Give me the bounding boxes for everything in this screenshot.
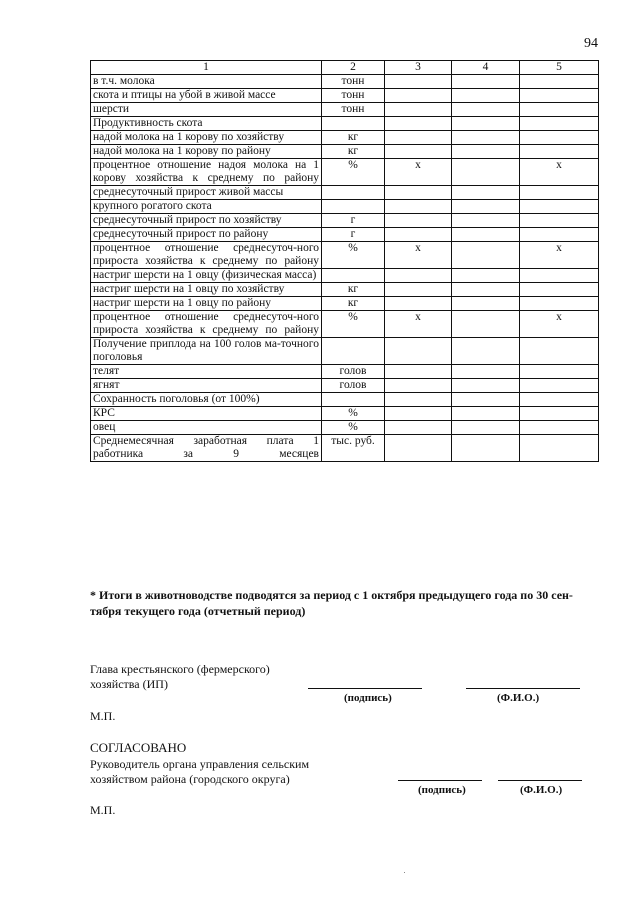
col5-cell <box>520 186 599 200</box>
unit-cell: г <box>322 228 385 242</box>
signer-title-line1: Глава крестьянского (фермерского) <box>90 662 270 676</box>
table-row <box>91 75 599 89</box>
name-caption: (Ф.И.О.) <box>497 692 540 704</box>
indicator-cell: Сохранность поголовья (от 100%) <box>91 393 322 407</box>
unit-cell: кг <box>322 131 385 145</box>
report-table <box>90 60 599 462</box>
table-row <box>91 379 599 393</box>
col5-cell <box>520 200 599 214</box>
col3-cell <box>385 407 452 421</box>
signature-line <box>398 780 482 781</box>
col3-cell: x <box>385 242 452 269</box>
col3-cell <box>385 283 452 297</box>
col5-cell <box>520 435 599 462</box>
signer-title-line2: хозяйства (ИП) <box>90 677 168 691</box>
table-header-row <box>91 61 599 75</box>
col5-cell <box>520 75 599 89</box>
col4-cell <box>452 297 520 311</box>
signature-line <box>308 688 422 689</box>
col4-cell <box>452 186 520 200</box>
col5-cell <box>520 297 599 311</box>
name-line <box>498 780 582 781</box>
col5-cell <box>520 421 599 435</box>
indicator-cell: процентное отношение среднесуточ-ного прироста хозяйства к среднему по району <box>91 311 322 338</box>
col5-cell: x <box>520 159 599 186</box>
table-row <box>91 407 599 421</box>
approved-label: СОГЛАСОВАНО <box>90 740 187 755</box>
col3-cell <box>385 131 452 145</box>
col3-cell <box>385 117 452 131</box>
indicator-cell: настриг шерсти на 1 овцу по хозяйству <box>91 283 322 297</box>
col5-cell: x <box>520 311 599 338</box>
table-row <box>91 365 599 379</box>
table-row <box>91 186 599 200</box>
indicator-cell: Получение приплода на 100 голов ма-точного поголовья <box>91 338 322 365</box>
indicator-cell: процентное отношение надоя молока на 1 корову хозяйства к среднему по району <box>91 159 322 186</box>
indicator-cell: надой молока на 1 корову по району <box>91 145 322 159</box>
indicator-cell: среднесуточный прирост по хозяйству <box>91 214 322 228</box>
col5-cell <box>520 131 599 145</box>
unit-cell <box>322 393 385 407</box>
signature-caption: (подпись) <box>344 692 392 704</box>
col3-cell <box>385 338 452 365</box>
unit-cell: кг <box>322 297 385 311</box>
table-row <box>91 89 599 103</box>
col4-cell <box>452 75 520 89</box>
col3-cell <box>385 200 452 214</box>
col4-cell <box>452 145 520 159</box>
col5-cell <box>520 103 599 117</box>
name-line <box>466 688 580 689</box>
indicator-cell: настриг шерсти на 1 овцу (физическая масса) <box>91 269 322 283</box>
col4-cell <box>452 131 520 145</box>
col4-cell <box>452 89 520 103</box>
col4-cell <box>452 393 520 407</box>
table-row <box>91 297 599 311</box>
table-row <box>91 131 599 145</box>
col3-cell: x <box>385 311 452 338</box>
col4-cell <box>452 228 520 242</box>
indicator-cell: ягнят <box>91 379 322 393</box>
stamp-label: М.П. <box>90 709 116 723</box>
scan-speck <box>404 872 405 873</box>
indicator-cell: процентное отношение среднесуточ-ного прироста хозяйства к среднему по району <box>91 242 322 269</box>
unit-cell: г <box>322 214 385 228</box>
col3-cell <box>385 103 452 117</box>
approver-title-line1: Руководитель органа управления сельским <box>90 757 310 771</box>
table-row <box>91 159 599 186</box>
indicator-cell: крупного рогатого скота <box>91 200 322 214</box>
col3-cell <box>385 75 452 89</box>
indicator-cell: Среднемесячная заработная плата 1 работника за 9 месяцев <box>91 435 322 462</box>
col3-cell <box>385 297 452 311</box>
col4-cell <box>452 379 520 393</box>
col4-cell <box>452 338 520 365</box>
unit-cell: тонн <box>322 75 385 89</box>
col5-cell <box>520 379 599 393</box>
table-row <box>91 393 599 407</box>
indicator-cell: Продуктивность скота <box>91 117 322 131</box>
col5-cell <box>520 283 599 297</box>
unit-cell <box>322 186 385 200</box>
indicator-cell: настриг шерсти на 1 овцу по району <box>91 297 322 311</box>
col4-cell <box>452 421 520 435</box>
col3-cell <box>385 379 452 393</box>
col5-cell <box>520 228 599 242</box>
unit-cell: кг <box>322 283 385 297</box>
col5-cell <box>520 407 599 421</box>
col3-cell <box>385 435 452 462</box>
indicator-cell: надой молока на 1 корову по хозяйству <box>91 131 322 145</box>
page-number: 94 <box>584 36 598 51</box>
table-row <box>91 269 599 283</box>
footnote: * Итоги в животноводстве подводятся за период с 1 октября предыдущего года по 30 сен-тября текущего года (отчетный период) <box>90 588 573 618</box>
unit-cell: кг <box>322 145 385 159</box>
unit-cell <box>322 338 385 365</box>
unit-cell: % <box>322 421 385 435</box>
table-row <box>91 283 599 297</box>
table-row <box>91 228 599 242</box>
indicator-cell: в т.ч. молока <box>91 75 322 89</box>
col5-cell <box>520 145 599 159</box>
col4-cell <box>452 269 520 283</box>
col3-cell <box>385 228 452 242</box>
col3-cell <box>385 186 452 200</box>
col5-cell <box>520 338 599 365</box>
unit-cell: % <box>322 407 385 421</box>
unit-cell: тонн <box>322 89 385 103</box>
table-row <box>91 103 599 117</box>
col5-cell <box>520 89 599 103</box>
header-cell: 2 <box>322 61 385 75</box>
table-row <box>91 421 599 435</box>
table-row <box>91 338 599 365</box>
col4-cell <box>452 283 520 297</box>
unit-cell: % <box>322 242 385 269</box>
unit-cell <box>322 269 385 283</box>
unit-cell <box>322 117 385 131</box>
header-cell: 1 <box>91 61 322 75</box>
col3-cell <box>385 393 452 407</box>
unit-cell: % <box>322 159 385 186</box>
unit-cell: голов <box>322 365 385 379</box>
col3-cell <box>385 89 452 103</box>
table-row <box>91 214 599 228</box>
table-row <box>91 200 599 214</box>
table-row <box>91 242 599 269</box>
col4-cell <box>452 117 520 131</box>
col3-cell <box>385 214 452 228</box>
header-cell: 5 <box>520 61 599 75</box>
col5-cell <box>520 269 599 283</box>
stamp-label: М.П. <box>90 803 116 817</box>
col4-cell <box>452 214 520 228</box>
col3-cell <box>385 269 452 283</box>
col5-cell <box>520 365 599 379</box>
indicator-cell: КРС <box>91 407 322 421</box>
unit-cell: % <box>322 311 385 338</box>
name-caption: (Ф.И.О.) <box>520 784 563 796</box>
table-row <box>91 145 599 159</box>
col5-cell <box>520 214 599 228</box>
col3-cell <box>385 145 452 159</box>
col4-cell <box>452 159 520 186</box>
col4-cell <box>452 103 520 117</box>
unit-cell: тыс. руб. <box>322 435 385 462</box>
col4-cell <box>452 365 520 379</box>
unit-cell <box>322 200 385 214</box>
col3-cell <box>385 421 452 435</box>
col3-cell: x <box>385 159 452 186</box>
col4-cell <box>452 200 520 214</box>
col5-cell <box>520 117 599 131</box>
col4-cell <box>452 242 520 269</box>
indicator-cell: среднесуточный прирост по району <box>91 228 322 242</box>
indicator-cell: среднесуточный прирост живой массы <box>91 186 322 200</box>
signature-caption: (подпись) <box>418 784 466 796</box>
header-cell: 3 <box>385 61 452 75</box>
col3-cell <box>385 365 452 379</box>
col4-cell <box>452 407 520 421</box>
approver-title-line2: хозяйством района (городского округа) <box>90 772 290 786</box>
col4-cell <box>452 311 520 338</box>
unit-cell: тонн <box>322 103 385 117</box>
indicator-cell: овец <box>91 421 322 435</box>
table-row <box>91 117 599 131</box>
table-row <box>91 311 599 338</box>
indicator-cell: телят <box>91 365 322 379</box>
col4-cell <box>452 435 520 462</box>
table-row <box>91 435 599 462</box>
col5-cell <box>520 393 599 407</box>
col5-cell: x <box>520 242 599 269</box>
indicator-cell: скота и птицы на убой в живой массе <box>91 89 322 103</box>
indicator-cell: шерсти <box>91 103 322 117</box>
unit-cell: голов <box>322 379 385 393</box>
header-cell: 4 <box>452 61 520 75</box>
